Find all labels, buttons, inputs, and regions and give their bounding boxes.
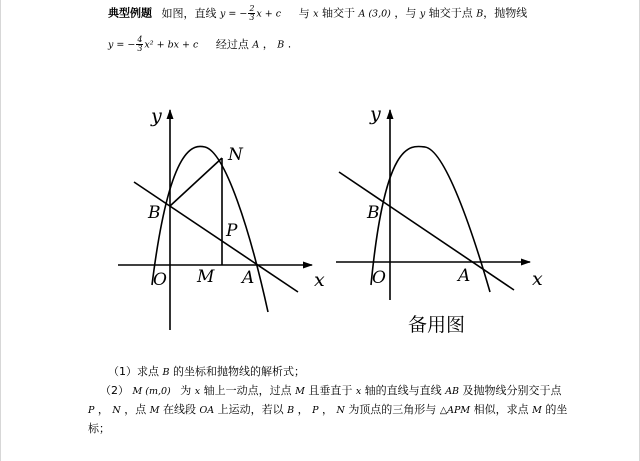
text-fragment: 的坐标和抛物线的解析式； [172, 365, 305, 378]
triangle-APM: △APM [439, 405, 471, 416]
line-eq-suffix: x + c [256, 8, 282, 20]
var-M: M [149, 405, 160, 416]
text-fragment: ，抛物线 [483, 6, 528, 20]
var-x: x [194, 386, 201, 397]
left-label-A: A [242, 268, 255, 288]
question-2-line-1 [100, 384, 562, 399]
text-fragment: 求点 [137, 365, 159, 378]
right-line-AB [339, 172, 514, 290]
text-fragment: 且垂直于 [308, 384, 353, 397]
right-label-y: y [370, 103, 381, 125]
text-fragment: ， [322, 403, 333, 416]
text-fragment: 经过点 [215, 37, 249, 51]
left-label-x: x [314, 269, 325, 291]
right-parabola [371, 146, 490, 292]
text-fragment: 及抛物线分别交于点 [462, 384, 562, 397]
question-1 [108, 365, 305, 380]
text-fragment: 上运动，若以 [217, 403, 284, 416]
problem-title: 典型例题 [108, 6, 152, 20]
var-P: P [312, 405, 319, 416]
point-A-coords: A (3,0) [358, 8, 391, 20]
point-A: A [252, 39, 260, 51]
question-2-line-3 [88, 422, 110, 436]
line-eq-prefix: y = − [220, 8, 248, 20]
left-label-M: M [197, 267, 215, 287]
var-B: B [287, 405, 295, 416]
text-fragment: 在线段 [162, 403, 196, 416]
point-B: B [277, 39, 285, 51]
right-figure [336, 103, 543, 336]
fraction-four-thirds: $\frac{4}{3}$ [137, 35, 143, 53]
left-label-N: N [228, 145, 243, 165]
text-fragment: 与 [298, 6, 310, 20]
text-fragment: 轴上一动点，过点 [203, 384, 292, 397]
para-eq-suffix: x² + bx + c [144, 39, 199, 51]
text-fragment: 轴交于点 [428, 6, 473, 20]
var-P: P [88, 405, 95, 416]
text-fragment: 轴交于 [321, 6, 355, 20]
var-M: M [532, 405, 542, 416]
var-x: x [355, 386, 362, 397]
point-M-coords: M (m,0) [132, 386, 171, 397]
left-label-B: B [148, 203, 161, 223]
q2-number: （2） [100, 384, 129, 397]
text-fragment: ， [97, 403, 109, 416]
var-M: M [295, 386, 305, 397]
var-AB: AB [445, 386, 460, 397]
text-fragment: 相似，求点 [473, 403, 529, 416]
text-fragment: ，与 [394, 6, 417, 20]
text-fragment: ，点 [124, 403, 147, 416]
right-label-x: x [532, 268, 543, 290]
text-fragment: 标； [88, 422, 110, 435]
text-fragment: . [287, 37, 292, 51]
var-y: y [419, 8, 426, 20]
text-fragment: 的坐 [545, 403, 568, 416]
left-label-y: y [151, 105, 162, 127]
right-label-B: B [367, 203, 380, 223]
intro-text: 如图，直线 [161, 6, 217, 20]
var-x: x [313, 8, 319, 20]
text-fragment: 轴的直线与直线 [364, 384, 442, 397]
text-fragment: ， [262, 37, 274, 51]
left-segment-BN [170, 158, 222, 206]
para-eq-prefix: y = − [108, 39, 136, 51]
right-label-A: A [458, 266, 471, 286]
right-label-O: O [372, 268, 386, 288]
question-2-line-2 [88, 403, 567, 418]
left-label-O: O [153, 270, 167, 290]
left-figure [118, 105, 325, 330]
text-fragment: 为 [180, 384, 192, 397]
spare-figure-caption: 备用图 [408, 314, 466, 336]
text-fragment: ， [297, 403, 309, 416]
left-label-P: P [226, 221, 238, 241]
var-N: N [336, 405, 345, 416]
q1-number: （1） [108, 365, 137, 378]
var-N: N [112, 405, 121, 416]
var-OA: OA [199, 405, 215, 416]
var-B: B [162, 367, 170, 378]
fraction-two-thirds: $\frac{2}{3}$ [249, 4, 255, 22]
text-fragment: 为顶点的三角形与 [348, 403, 437, 416]
point-B: B [476, 8, 484, 20]
